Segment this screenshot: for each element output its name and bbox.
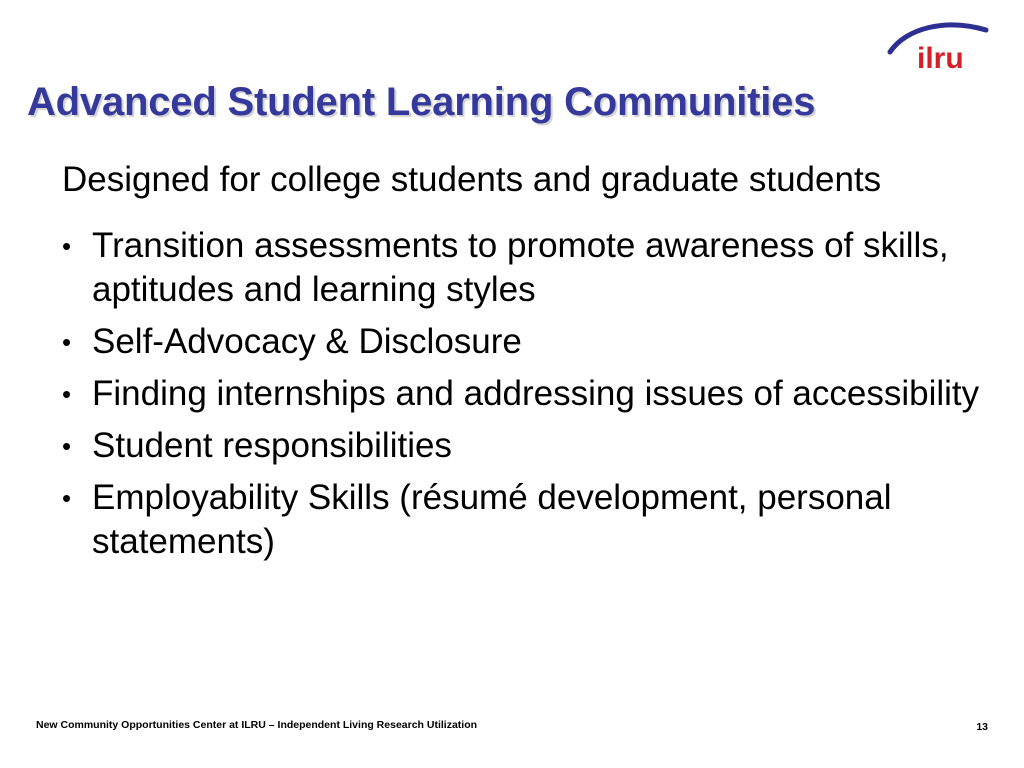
bullet-text: Transition assessments to promote awareness of skills, aptitudes and learning styles	[92, 226, 949, 309]
page-number: 13	[976, 721, 988, 733]
ilru-logo	[884, 14, 994, 74]
bullet-item	[62, 476, 1002, 564]
bullet-item	[62, 372, 1002, 416]
bullet-list	[62, 224, 1002, 572]
bullet-item	[62, 320, 1002, 364]
bullet-icon: •	[62, 379, 72, 409]
bullet-icon: •	[62, 231, 72, 261]
bullet-text: Self-Advocacy & Disclosure	[92, 322, 522, 361]
bullet-text: Employability Skills (résumé development, personal statements)	[92, 478, 892, 561]
bullet-text: Student responsibilities	[92, 426, 452, 465]
ilru-logo-icon	[884, 14, 994, 74]
bullet-icon: •	[62, 431, 72, 461]
logo-text: ilru	[917, 42, 964, 74]
bullet-item	[62, 424, 1002, 468]
bullet-item	[62, 224, 1002, 312]
footer-text: New Community Opportunities Center at ILRU – Independent Living Research Utilization	[36, 719, 478, 731]
slide-title: Advanced Student Learning Communities	[27, 80, 816, 124]
bullet-icon: •	[62, 483, 72, 513]
slide-subtitle: Designed for college students and graduate students	[62, 160, 882, 199]
bullet-icon: •	[62, 327, 72, 357]
bullet-text: Finding internships and addressing issues of accessibility	[92, 374, 980, 413]
